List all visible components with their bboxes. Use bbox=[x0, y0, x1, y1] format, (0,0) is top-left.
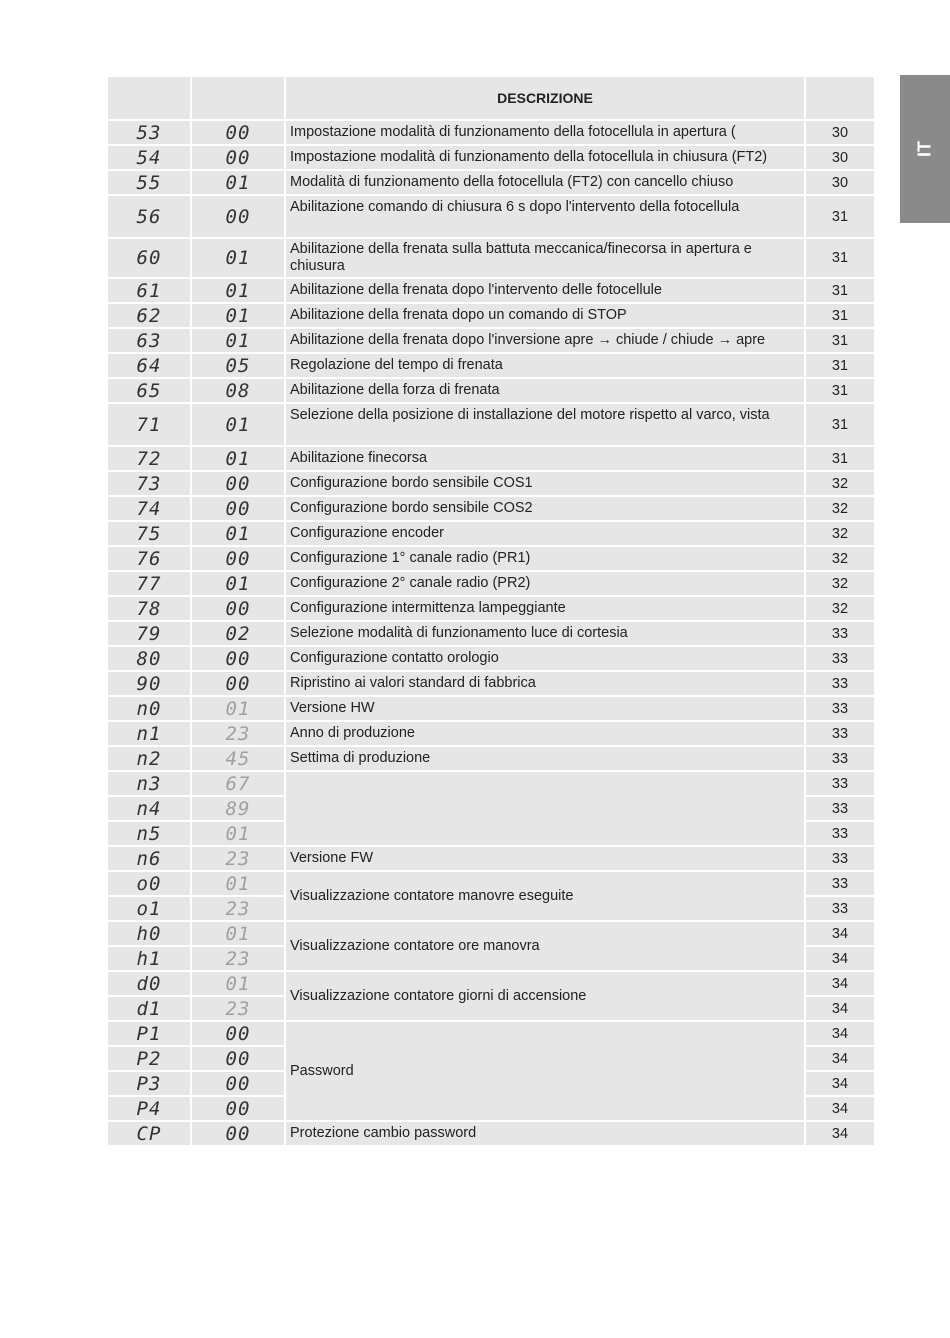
table-row bbox=[107, 1121, 875, 1146]
param-page: 33 bbox=[805, 771, 875, 796]
param-code: n4 bbox=[107, 796, 191, 821]
param-description: Abilitazione della frenata dopo l'intervento delle fotocellule bbox=[285, 278, 805, 303]
param-description: Configurazione intermittenza lampeggiante bbox=[285, 596, 805, 621]
table-row bbox=[107, 1021, 875, 1046]
param-value: 01 bbox=[191, 871, 285, 896]
param-code: P3 bbox=[107, 1071, 191, 1096]
param-value: 00 bbox=[191, 671, 285, 696]
param-description: Abilitazione della frenata sulla battuta meccanica/finecorsa in apertura e chiusura bbox=[285, 238, 805, 278]
param-description: Ripristino ai valori standard di fabbrica bbox=[285, 671, 805, 696]
param-page: 33 bbox=[805, 846, 875, 871]
table-row bbox=[107, 846, 875, 871]
param-description: Configurazione encoder bbox=[285, 521, 805, 546]
param-page: 32 bbox=[805, 521, 875, 546]
param-page: 34 bbox=[805, 1071, 875, 1096]
param-code: 90 bbox=[107, 671, 191, 696]
param-value: 02 bbox=[191, 621, 285, 646]
param-description: Impostazione modalità di funzionamento della fotocellula in chiusura (FT2) bbox=[285, 145, 805, 170]
param-value: 01 bbox=[191, 921, 285, 946]
param-page: 33 bbox=[805, 821, 875, 846]
table-row bbox=[107, 971, 875, 996]
param-code: n0 bbox=[107, 696, 191, 721]
param-value: 01 bbox=[191, 521, 285, 546]
param-value: 00 bbox=[191, 471, 285, 496]
param-page: 31 bbox=[805, 328, 875, 353]
param-description: Abilitazione comando di chiusura 6 s dopo l'intervento della fotocellula bbox=[285, 195, 805, 238]
param-value: 00 bbox=[191, 496, 285, 521]
param-value: 00 bbox=[191, 1096, 285, 1121]
param-value: 00 bbox=[191, 1071, 285, 1096]
param-value: 01 bbox=[191, 446, 285, 471]
param-description: Abilitazione della frenata dopo un comando di STOP bbox=[285, 303, 805, 328]
param-code: 56 bbox=[107, 195, 191, 238]
param-page: 32 bbox=[805, 496, 875, 521]
param-description: Password bbox=[285, 1021, 805, 1121]
param-value: 00 bbox=[191, 596, 285, 621]
param-code: 71 bbox=[107, 403, 191, 446]
table-row bbox=[107, 546, 875, 571]
param-code: d1 bbox=[107, 996, 191, 1021]
table-row bbox=[107, 170, 875, 195]
table-row bbox=[107, 671, 875, 696]
table-row bbox=[107, 921, 875, 946]
param-page: 30 bbox=[805, 145, 875, 170]
param-description: Visualizzazione contatore giorni di accensione bbox=[285, 971, 805, 1021]
param-description: Visualizzazione contatore ore manovra bbox=[285, 921, 805, 971]
param-description: Configurazione bordo sensibile COS1 bbox=[285, 471, 805, 496]
param-description: Versione FW bbox=[285, 846, 805, 871]
header-col-description: DESCRIZIONE bbox=[285, 76, 805, 120]
param-value: 00 bbox=[191, 1046, 285, 1071]
param-code: n5 bbox=[107, 821, 191, 846]
param-value: 89 bbox=[191, 796, 285, 821]
param-page: 34 bbox=[805, 921, 875, 946]
param-description: Selezione della posizione di installazione del motore rispetto al varco, vista bbox=[285, 403, 805, 446]
param-code: 79 bbox=[107, 621, 191, 646]
param-code: n1 bbox=[107, 721, 191, 746]
param-value: 00 bbox=[191, 195, 285, 238]
table-row bbox=[107, 353, 875, 378]
param-code: 65 bbox=[107, 378, 191, 403]
param-code: 80 bbox=[107, 646, 191, 671]
param-value: 00 bbox=[191, 546, 285, 571]
header-col-page bbox=[805, 76, 875, 120]
table-row bbox=[107, 145, 875, 170]
param-value: 00 bbox=[191, 1021, 285, 1046]
table-row bbox=[107, 771, 875, 796]
param-page: 33 bbox=[805, 721, 875, 746]
param-page: 33 bbox=[805, 646, 875, 671]
param-code: o0 bbox=[107, 871, 191, 896]
param-page: 32 bbox=[805, 596, 875, 621]
table-row bbox=[107, 646, 875, 671]
param-code: 75 bbox=[107, 521, 191, 546]
table-row bbox=[107, 871, 875, 896]
param-value: 01 bbox=[191, 821, 285, 846]
param-code: 54 bbox=[107, 145, 191, 170]
param-description: Abilitazione finecorsa bbox=[285, 446, 805, 471]
param-description: Abilitazione della forza di frenata bbox=[285, 378, 805, 403]
table-row bbox=[107, 403, 875, 446]
table-row bbox=[107, 238, 875, 278]
header-col-code bbox=[107, 76, 191, 120]
param-page: 30 bbox=[805, 170, 875, 195]
table-row bbox=[107, 746, 875, 771]
param-page: 32 bbox=[805, 471, 875, 496]
param-value: 01 bbox=[191, 696, 285, 721]
param-value: 23 bbox=[191, 996, 285, 1021]
param-value: 01 bbox=[191, 328, 285, 353]
param-description: Protezione cambio password bbox=[285, 1121, 805, 1146]
param-value: 23 bbox=[191, 846, 285, 871]
param-code: h0 bbox=[107, 921, 191, 946]
param-code: 76 bbox=[107, 546, 191, 571]
param-page: 33 bbox=[805, 671, 875, 696]
param-code: P4 bbox=[107, 1096, 191, 1121]
table-row bbox=[107, 120, 875, 145]
param-description: Impostazione modalità di funzionamento della fotocellula in apertura ( bbox=[285, 120, 805, 145]
param-page: 33 bbox=[805, 696, 875, 721]
param-value: 23 bbox=[191, 721, 285, 746]
param-code: P2 bbox=[107, 1046, 191, 1071]
param-code: 74 bbox=[107, 496, 191, 521]
param-code: 60 bbox=[107, 238, 191, 278]
param-page: 32 bbox=[805, 571, 875, 596]
param-code: 64 bbox=[107, 353, 191, 378]
param-page: 34 bbox=[805, 1046, 875, 1071]
table-row bbox=[107, 696, 875, 721]
param-page: 31 bbox=[805, 238, 875, 278]
param-code: 63 bbox=[107, 328, 191, 353]
language-tab bbox=[900, 75, 950, 223]
param-page: 31 bbox=[805, 278, 875, 303]
param-value: 45 bbox=[191, 746, 285, 771]
table-row bbox=[107, 596, 875, 621]
param-description: Anno di produzione bbox=[285, 721, 805, 746]
param-code: n3 bbox=[107, 771, 191, 796]
language-tab-label: IT bbox=[914, 141, 935, 157]
param-value: 67 bbox=[191, 771, 285, 796]
param-description: Abilitazione della frenata dopo l'inversione apre → chiude / chiude → apre bbox=[285, 328, 805, 353]
param-page: 31 bbox=[805, 378, 875, 403]
param-page: 33 bbox=[805, 796, 875, 821]
param-page: 31 bbox=[805, 403, 875, 446]
param-code: CP bbox=[107, 1121, 191, 1146]
param-page: 33 bbox=[805, 896, 875, 921]
param-page: 31 bbox=[805, 353, 875, 378]
param-page: 34 bbox=[805, 996, 875, 1021]
param-description: Visualizzazione contatore manovre eseguite bbox=[285, 871, 805, 921]
table-row bbox=[107, 621, 875, 646]
table-row bbox=[107, 571, 875, 596]
param-code: h1 bbox=[107, 946, 191, 971]
param-description: Versione HW bbox=[285, 696, 805, 721]
param-value: 01 bbox=[191, 403, 285, 446]
table-row bbox=[107, 278, 875, 303]
param-page: 34 bbox=[805, 1021, 875, 1046]
param-description: Regolazione del tempo di frenata bbox=[285, 353, 805, 378]
param-page: 30 bbox=[805, 120, 875, 145]
param-value: 01 bbox=[191, 238, 285, 278]
param-code: 61 bbox=[107, 278, 191, 303]
table-row bbox=[107, 328, 875, 353]
param-page: 33 bbox=[805, 746, 875, 771]
param-code: 73 bbox=[107, 471, 191, 496]
header-col-value bbox=[191, 76, 285, 120]
table-header-row bbox=[107, 76, 875, 120]
param-value: 08 bbox=[191, 378, 285, 403]
param-code: 77 bbox=[107, 571, 191, 596]
param-page: 34 bbox=[805, 971, 875, 996]
table-row bbox=[107, 471, 875, 496]
parameter-table bbox=[106, 75, 876, 1147]
param-description: Configurazione 2° canale radio (PR2) bbox=[285, 571, 805, 596]
param-value: 00 bbox=[191, 646, 285, 671]
param-page: 31 bbox=[805, 303, 875, 328]
param-code: 72 bbox=[107, 446, 191, 471]
table-row bbox=[107, 721, 875, 746]
param-value: 01 bbox=[191, 278, 285, 303]
param-value: 01 bbox=[191, 170, 285, 195]
param-code: n2 bbox=[107, 746, 191, 771]
param-description: Selezione modalità di funzionamento luce di cortesia bbox=[285, 621, 805, 646]
param-description bbox=[285, 771, 805, 846]
param-value: 23 bbox=[191, 946, 285, 971]
param-description: Configurazione 1° canale radio (PR1) bbox=[285, 546, 805, 571]
table-row bbox=[107, 303, 875, 328]
param-value: 01 bbox=[191, 571, 285, 596]
table-row bbox=[107, 496, 875, 521]
param-value: 05 bbox=[191, 353, 285, 378]
param-code: o1 bbox=[107, 896, 191, 921]
param-description: Configurazione bordo sensibile COS2 bbox=[285, 496, 805, 521]
param-code: n6 bbox=[107, 846, 191, 871]
param-description: Settima di produzione bbox=[285, 746, 805, 771]
param-code: 53 bbox=[107, 120, 191, 145]
table-row bbox=[107, 521, 875, 546]
table-row bbox=[107, 195, 875, 238]
param-value: 00 bbox=[191, 145, 285, 170]
param-value: 01 bbox=[191, 303, 285, 328]
param-value: 00 bbox=[191, 120, 285, 145]
param-description: Configurazione contatto orologio bbox=[285, 646, 805, 671]
param-value: 00 bbox=[191, 1121, 285, 1146]
param-value: 23 bbox=[191, 896, 285, 921]
param-page: 33 bbox=[805, 621, 875, 646]
param-page: 34 bbox=[805, 1121, 875, 1146]
table-row bbox=[107, 378, 875, 403]
param-page: 34 bbox=[805, 1096, 875, 1121]
param-value: 01 bbox=[191, 971, 285, 996]
param-page: 31 bbox=[805, 195, 875, 238]
param-description: Modalità di funzionamento della fotocellula (FT2) con cancello chiuso bbox=[285, 170, 805, 195]
param-page: 32 bbox=[805, 546, 875, 571]
param-page: 33 bbox=[805, 871, 875, 896]
param-code: P1 bbox=[107, 1021, 191, 1046]
param-page: 31 bbox=[805, 446, 875, 471]
table-row bbox=[107, 446, 875, 471]
param-code: 55 bbox=[107, 170, 191, 195]
param-code: 78 bbox=[107, 596, 191, 621]
param-page: 34 bbox=[805, 946, 875, 971]
param-code: 62 bbox=[107, 303, 191, 328]
param-code: d0 bbox=[107, 971, 191, 996]
